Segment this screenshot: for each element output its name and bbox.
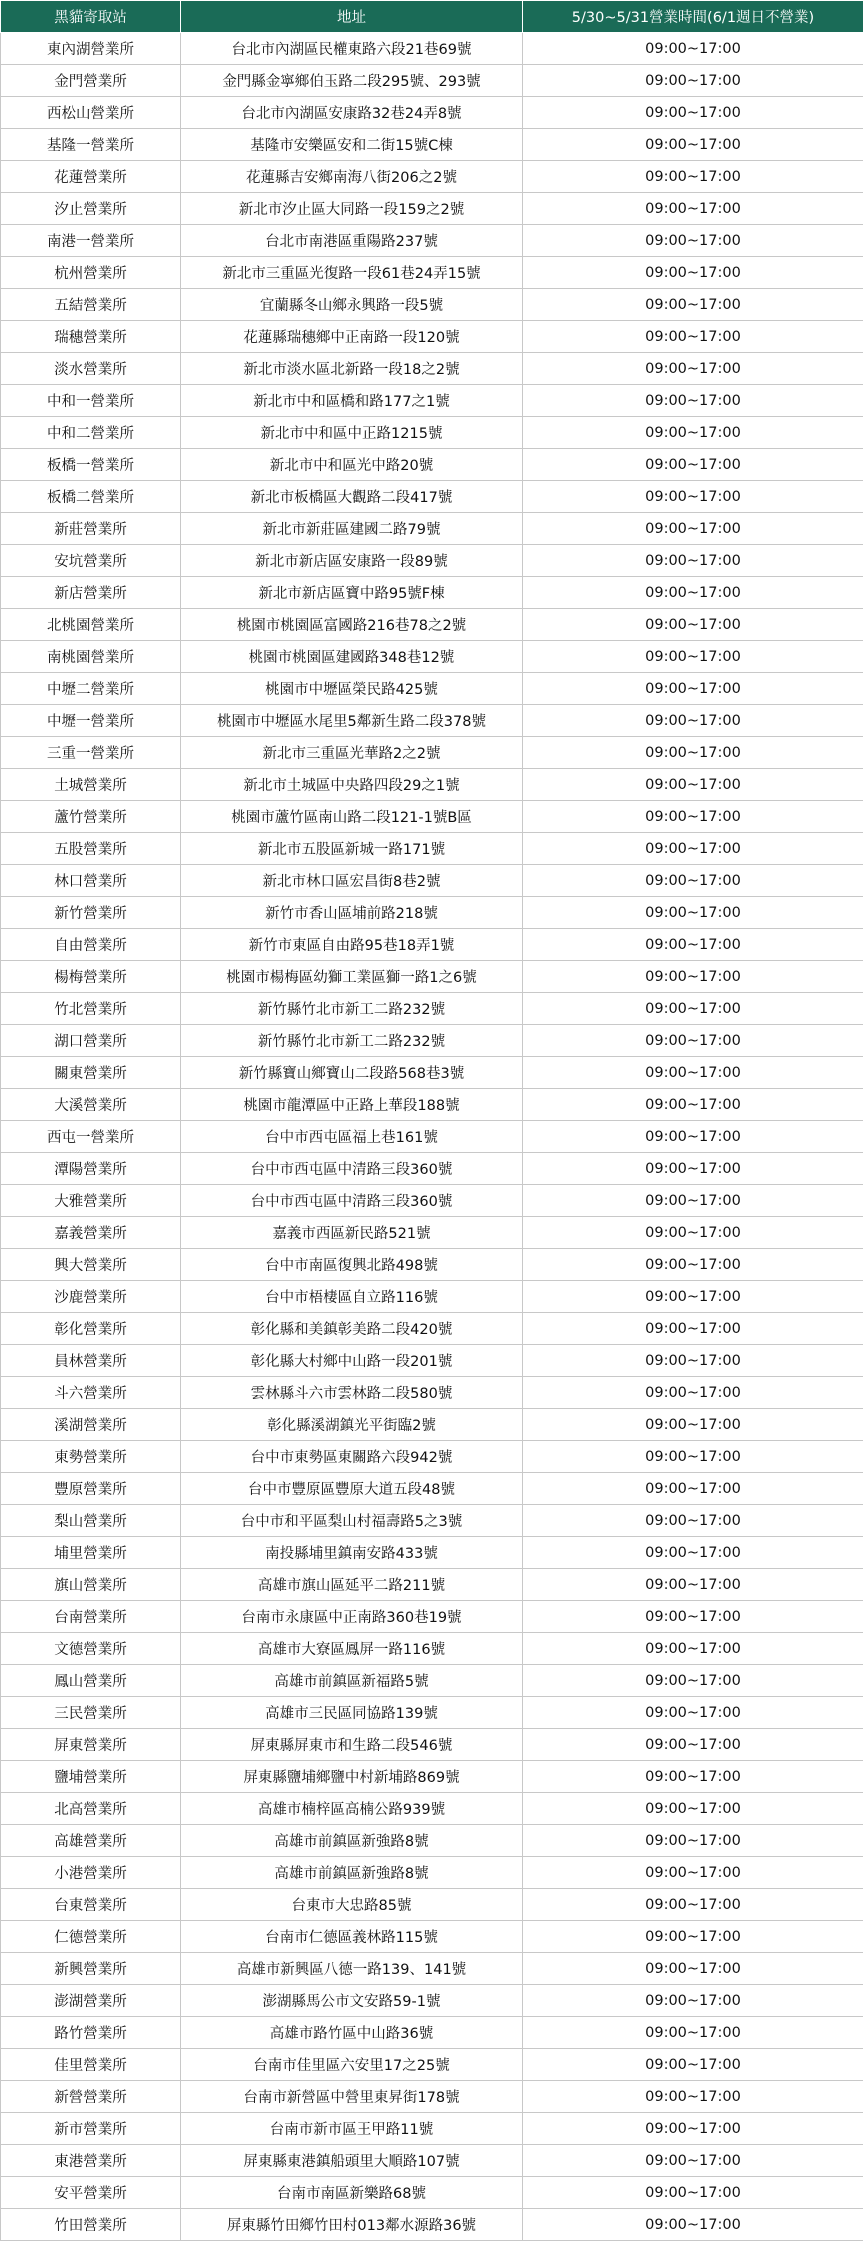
address-cell: 新北市林口區宏昌街8巷2號 bbox=[181, 865, 523, 897]
station-name-cell: 文德營業所 bbox=[1, 1633, 181, 1665]
table-row bbox=[1, 321, 863, 353]
address-cell: 彰化縣和美鎮彰美路二段420號 bbox=[181, 1313, 523, 1345]
address-cell: 金門縣金寧鄉伯玉路二段295號、293號 bbox=[181, 65, 523, 97]
station-name-cell: 關東營業所 bbox=[1, 1057, 181, 1089]
address-cell: 新北市五股區新城一路171號 bbox=[181, 833, 523, 865]
hours-cell: 09:00~17:00 bbox=[523, 1409, 863, 1441]
table-row bbox=[1, 129, 863, 161]
table-row bbox=[1, 705, 863, 737]
station-name-cell: 佳里營業所 bbox=[1, 2049, 181, 2081]
hours-cell: 09:00~17:00 bbox=[523, 1089, 863, 1121]
table-row bbox=[1, 769, 863, 801]
address-cell: 桃園市楊梅區幼獅工業區獅一路1之6號 bbox=[181, 961, 523, 993]
hours-cell: 09:00~17:00 bbox=[523, 2113, 863, 2145]
station-name-cell: 大溪營業所 bbox=[1, 1089, 181, 1121]
station-name-cell: 豐原營業所 bbox=[1, 1473, 181, 1505]
hours-cell: 09:00~17:00 bbox=[523, 705, 863, 737]
address-cell: 高雄市路竹區中山路36號 bbox=[181, 2017, 523, 2049]
table-row bbox=[1, 1153, 863, 1185]
address-cell: 台中市梧棲區自立路116號 bbox=[181, 1281, 523, 1313]
table-row bbox=[1, 2017, 863, 2049]
station-name-cell: 台南營業所 bbox=[1, 1601, 181, 1633]
table-row bbox=[1, 417, 863, 449]
hours-cell: 09:00~17:00 bbox=[523, 1057, 863, 1089]
hours-cell: 09:00~17:00 bbox=[523, 1761, 863, 1793]
table-row bbox=[1, 1985, 863, 2017]
hours-cell: 09:00~17:00 bbox=[523, 929, 863, 961]
table-row bbox=[1, 2081, 863, 2113]
header-address: 地址 bbox=[181, 1, 523, 33]
table-row bbox=[1, 1473, 863, 1505]
station-name-cell: 杭州營業所 bbox=[1, 257, 181, 289]
station-name-cell: 自由營業所 bbox=[1, 929, 181, 961]
hours-cell: 09:00~17:00 bbox=[523, 2017, 863, 2049]
address-cell: 嘉義市西區新民路521號 bbox=[181, 1217, 523, 1249]
address-cell: 新竹縣寶山鄉寶山二段路568巷3號 bbox=[181, 1057, 523, 1089]
table-row bbox=[1, 1537, 863, 1569]
table-row bbox=[1, 609, 863, 641]
hours-cell: 09:00~17:00 bbox=[523, 1537, 863, 1569]
address-cell: 高雄市旗山區延平二路211號 bbox=[181, 1569, 523, 1601]
table-row bbox=[1, 1729, 863, 1761]
address-cell: 台中市豐原區豐原大道五段48號 bbox=[181, 1473, 523, 1505]
station-name-cell: 五結營業所 bbox=[1, 289, 181, 321]
table-row bbox=[1, 1889, 863, 1921]
hours-cell: 09:00~17:00 bbox=[523, 1569, 863, 1601]
hours-cell: 09:00~17:00 bbox=[523, 481, 863, 513]
station-name-cell: 中和二營業所 bbox=[1, 417, 181, 449]
address-cell: 台中市西屯區福上巷161號 bbox=[181, 1121, 523, 1153]
station-name-cell: 林口營業所 bbox=[1, 865, 181, 897]
hours-cell: 09:00~17:00 bbox=[523, 865, 863, 897]
table-row bbox=[1, 1761, 863, 1793]
table-header bbox=[1, 1, 863, 33]
address-cell: 台北市南港區重陽路237號 bbox=[181, 225, 523, 257]
station-name-cell: 嘉義營業所 bbox=[1, 1217, 181, 1249]
station-name-cell: 板橋一營業所 bbox=[1, 449, 181, 481]
station-name-cell: 新市營業所 bbox=[1, 2113, 181, 2145]
station-name-cell: 花蓮營業所 bbox=[1, 161, 181, 193]
station-name-cell: 埔里營業所 bbox=[1, 1537, 181, 1569]
hours-cell: 09:00~17:00 bbox=[523, 417, 863, 449]
table-row bbox=[1, 481, 863, 513]
table-row bbox=[1, 801, 863, 833]
address-cell: 新竹市東區自由路95巷18弄1號 bbox=[181, 929, 523, 961]
station-name-cell: 東勢營業所 bbox=[1, 1441, 181, 1473]
address-cell: 台南市南區新樂路68號 bbox=[181, 2177, 523, 2209]
station-name-cell: 板橋二營業所 bbox=[1, 481, 181, 513]
address-cell: 彰化縣溪湖鎮光平街臨2號 bbox=[181, 1409, 523, 1441]
table-row bbox=[1, 897, 863, 929]
hours-cell: 09:00~17:00 bbox=[523, 1633, 863, 1665]
hours-cell: 09:00~17:00 bbox=[523, 737, 863, 769]
table-row bbox=[1, 1249, 863, 1281]
station-name-cell: 南港一營業所 bbox=[1, 225, 181, 257]
station-name-cell: 旗山營業所 bbox=[1, 1569, 181, 1601]
address-cell: 新竹市香山區埔前路218號 bbox=[181, 897, 523, 929]
table-row bbox=[1, 865, 863, 897]
station-name-cell: 溪湖營業所 bbox=[1, 1409, 181, 1441]
hours-cell: 09:00~17:00 bbox=[523, 1025, 863, 1057]
hours-cell: 09:00~17:00 bbox=[523, 641, 863, 673]
hours-cell: 09:00~17:00 bbox=[523, 1281, 863, 1313]
hours-cell: 09:00~17:00 bbox=[523, 129, 863, 161]
station-name-cell: 汐止營業所 bbox=[1, 193, 181, 225]
address-cell: 台東市大忠路85號 bbox=[181, 1889, 523, 1921]
station-name-cell: 竹田營業所 bbox=[1, 2209, 181, 2241]
hours-cell: 09:00~17:00 bbox=[523, 545, 863, 577]
hours-cell: 09:00~17:00 bbox=[523, 385, 863, 417]
station-name-cell: 仁德營業所 bbox=[1, 1921, 181, 1953]
table-row bbox=[1, 545, 863, 577]
station-name-cell: 楊梅營業所 bbox=[1, 961, 181, 993]
address-cell: 新北市三重區光華路2之2號 bbox=[181, 737, 523, 769]
address-cell: 桃園市龍潭區中正路上華段188號 bbox=[181, 1089, 523, 1121]
table-row bbox=[1, 1377, 863, 1409]
table-row bbox=[1, 65, 863, 97]
address-cell: 新北市汐止區大同路一段159之2號 bbox=[181, 193, 523, 225]
station-name-cell: 中壢二營業所 bbox=[1, 673, 181, 705]
hours-cell: 09:00~17:00 bbox=[523, 65, 863, 97]
station-name-cell: 小港營業所 bbox=[1, 1857, 181, 1889]
address-cell: 新北市土城區中央路四段29之1號 bbox=[181, 769, 523, 801]
address-cell: 宜蘭縣冬山鄉永興路一段5號 bbox=[181, 289, 523, 321]
address-cell: 新北市三重區光復路一段61巷24弄15號 bbox=[181, 257, 523, 289]
table-row bbox=[1, 1089, 863, 1121]
station-name-cell: 員林營業所 bbox=[1, 1345, 181, 1377]
address-cell: 花蓮縣吉安鄉南海八街206之2號 bbox=[181, 161, 523, 193]
table-row bbox=[1, 193, 863, 225]
hours-cell: 09:00~17:00 bbox=[523, 449, 863, 481]
station-name-cell: 淡水營業所 bbox=[1, 353, 181, 385]
table-row bbox=[1, 1025, 863, 1057]
table-row bbox=[1, 1345, 863, 1377]
hours-cell: 09:00~17:00 bbox=[523, 1377, 863, 1409]
station-name-cell: 北桃園營業所 bbox=[1, 609, 181, 641]
address-cell: 桃園市中壢區榮民路425號 bbox=[181, 673, 523, 705]
address-cell: 台中市西屯區中清路三段360號 bbox=[181, 1153, 523, 1185]
address-cell: 台南市新營區中營里東昇街178號 bbox=[181, 2081, 523, 2113]
station-name-cell: 三民營業所 bbox=[1, 1697, 181, 1729]
table-row bbox=[1, 1697, 863, 1729]
station-name-cell: 沙鹿營業所 bbox=[1, 1281, 181, 1313]
hours-cell: 09:00~17:00 bbox=[523, 1217, 863, 1249]
hours-cell: 09:00~17:00 bbox=[523, 833, 863, 865]
table-row bbox=[1, 577, 863, 609]
table-row bbox=[1, 737, 863, 769]
station-name-cell: 潭陽營業所 bbox=[1, 1153, 181, 1185]
address-cell: 新北市板橋區大觀路二段417號 bbox=[181, 481, 523, 513]
header-hours: 5/30~5/31營業時間(6/1週日不營業) bbox=[523, 1, 863, 33]
table-row bbox=[1, 1569, 863, 1601]
station-name-cell: 蘆竹營業所 bbox=[1, 801, 181, 833]
station-name-cell: 高雄營業所 bbox=[1, 1825, 181, 1857]
station-name-cell: 新店營業所 bbox=[1, 577, 181, 609]
address-cell: 高雄市楠梓區高楠公路939號 bbox=[181, 1793, 523, 1825]
table-row bbox=[1, 2113, 863, 2145]
address-cell: 高雄市前鎮區新強路8號 bbox=[181, 1825, 523, 1857]
table-row bbox=[1, 225, 863, 257]
hours-cell: 09:00~17:00 bbox=[523, 2081, 863, 2113]
address-cell: 高雄市前鎮區新福路5號 bbox=[181, 1665, 523, 1697]
station-name-cell: 土城營業所 bbox=[1, 769, 181, 801]
address-cell: 新北市中和區橋和路177之1號 bbox=[181, 385, 523, 417]
station-name-cell: 金門營業所 bbox=[1, 65, 181, 97]
hours-cell: 09:00~17:00 bbox=[523, 1857, 863, 1889]
hours-cell: 09:00~17:00 bbox=[523, 1313, 863, 1345]
hours-cell: 09:00~17:00 bbox=[523, 1249, 863, 1281]
station-name-cell: 基隆一營業所 bbox=[1, 129, 181, 161]
station-name-cell: 西屯一營業所 bbox=[1, 1121, 181, 1153]
address-cell: 桃園市桃園區富國路216巷78之2號 bbox=[181, 609, 523, 641]
address-cell: 新北市新莊區建國二路79號 bbox=[181, 513, 523, 545]
hours-cell: 09:00~17:00 bbox=[523, 1185, 863, 1217]
table-row bbox=[1, 2049, 863, 2081]
table-row bbox=[1, 161, 863, 193]
table-row bbox=[1, 513, 863, 545]
address-cell: 彰化縣大村鄉中山路一段201號 bbox=[181, 1345, 523, 1377]
address-cell: 屏東縣東港鎮船頭里大順路107號 bbox=[181, 2145, 523, 2177]
hours-cell: 09:00~17:00 bbox=[523, 1601, 863, 1633]
table-row bbox=[1, 1185, 863, 1217]
hours-cell: 09:00~17:00 bbox=[523, 2049, 863, 2081]
hours-cell: 09:00~17:00 bbox=[523, 801, 863, 833]
hours-cell: 09:00~17:00 bbox=[523, 2209, 863, 2241]
station-name-cell: 斗六營業所 bbox=[1, 1377, 181, 1409]
station-name-cell: 台東營業所 bbox=[1, 1889, 181, 1921]
station-name-cell: 西松山營業所 bbox=[1, 97, 181, 129]
hours-cell: 09:00~17:00 bbox=[523, 1473, 863, 1505]
table-row bbox=[1, 833, 863, 865]
table-row bbox=[1, 929, 863, 961]
hours-cell: 09:00~17:00 bbox=[523, 577, 863, 609]
address-cell: 高雄市新興區八德一路139、141號 bbox=[181, 1953, 523, 1985]
table-row bbox=[1, 1825, 863, 1857]
address-cell: 高雄市前鎮區新強路8號 bbox=[181, 1857, 523, 1889]
table-row bbox=[1, 33, 863, 65]
address-cell: 台中市南區復興北路498號 bbox=[181, 1249, 523, 1281]
address-cell: 高雄市大寮區鳳屏一路116號 bbox=[181, 1633, 523, 1665]
hours-cell: 09:00~17:00 bbox=[523, 321, 863, 353]
table-row bbox=[1, 353, 863, 385]
address-cell: 雲林縣斗六市雲林路二段580號 bbox=[181, 1377, 523, 1409]
table-row bbox=[1, 1409, 863, 1441]
address-cell: 新竹縣竹北市新工二路232號 bbox=[181, 1025, 523, 1057]
address-cell: 台南市仁德區義林路115號 bbox=[181, 1921, 523, 1953]
station-name-cell: 鹽埔營業所 bbox=[1, 1761, 181, 1793]
table-row bbox=[1, 1441, 863, 1473]
station-name-cell: 彰化營業所 bbox=[1, 1313, 181, 1345]
hours-cell: 09:00~17:00 bbox=[523, 609, 863, 641]
station-name-cell: 東港營業所 bbox=[1, 2145, 181, 2177]
hours-cell: 09:00~17:00 bbox=[523, 289, 863, 321]
address-cell: 台中市和平區梨山村福壽路5之3號 bbox=[181, 1505, 523, 1537]
hours-cell: 09:00~17:00 bbox=[523, 897, 863, 929]
address-cell: 花蓮縣瑞穗鄉中正南路一段120號 bbox=[181, 321, 523, 353]
hours-cell: 09:00~17:00 bbox=[523, 1985, 863, 2017]
hours-cell: 09:00~17:00 bbox=[523, 1345, 863, 1377]
table-row bbox=[1, 1953, 863, 1985]
hours-cell: 09:00~17:00 bbox=[523, 1153, 863, 1185]
hours-cell: 09:00~17:00 bbox=[523, 1793, 863, 1825]
hours-cell: 09:00~17:00 bbox=[523, 225, 863, 257]
table-body bbox=[1, 33, 863, 2241]
address-cell: 新北市淡水區北新路一段18之2號 bbox=[181, 353, 523, 385]
address-cell: 桃園市中壢區水尾里5鄰新生路二段378號 bbox=[181, 705, 523, 737]
address-cell: 屏東縣屏東市和生路二段546號 bbox=[181, 1729, 523, 1761]
address-cell: 屏東縣鹽埔鄉鹽中村新埔路869號 bbox=[181, 1761, 523, 1793]
hours-cell: 09:00~17:00 bbox=[523, 257, 863, 289]
address-cell: 高雄市三民區同協路139號 bbox=[181, 1697, 523, 1729]
address-cell: 澎湖縣馬公市文安路59-1號 bbox=[181, 1985, 523, 2017]
hours-cell: 09:00~17:00 bbox=[523, 161, 863, 193]
address-cell: 屏東縣竹田鄉竹田村013鄰水源路36號 bbox=[181, 2209, 523, 2241]
table-row bbox=[1, 289, 863, 321]
hours-cell: 09:00~17:00 bbox=[523, 1889, 863, 1921]
hours-cell: 09:00~17:00 bbox=[523, 2145, 863, 2177]
table-row bbox=[1, 1665, 863, 1697]
station-name-cell: 北高營業所 bbox=[1, 1793, 181, 1825]
table-row bbox=[1, 1633, 863, 1665]
station-name-cell: 梨山營業所 bbox=[1, 1505, 181, 1537]
hours-cell: 09:00~17:00 bbox=[523, 193, 863, 225]
table-row bbox=[1, 641, 863, 673]
station-name-cell: 竹北營業所 bbox=[1, 993, 181, 1025]
address-cell: 新北市中和區中正路1215號 bbox=[181, 417, 523, 449]
station-name-cell: 中壢一營業所 bbox=[1, 705, 181, 737]
station-name-cell: 安平營業所 bbox=[1, 2177, 181, 2209]
table-row bbox=[1, 449, 863, 481]
table-row bbox=[1, 1601, 863, 1633]
hours-cell: 09:00~17:00 bbox=[523, 353, 863, 385]
hours-cell: 09:00~17:00 bbox=[523, 1121, 863, 1153]
hours-cell: 09:00~17:00 bbox=[523, 97, 863, 129]
hours-cell: 09:00~17:00 bbox=[523, 769, 863, 801]
address-cell: 台北市內湖區民權東路六段21巷69號 bbox=[181, 33, 523, 65]
hours-cell: 09:00~17:00 bbox=[523, 1505, 863, 1537]
address-cell: 台北市內湖區安康路32巷24弄8號 bbox=[181, 97, 523, 129]
table-row bbox=[1, 1793, 863, 1825]
address-cell: 台中市西屯區中清路三段360號 bbox=[181, 1185, 523, 1217]
address-cell: 新竹縣竹北市新工二路232號 bbox=[181, 993, 523, 1025]
hours-cell: 09:00~17:00 bbox=[523, 993, 863, 1025]
station-name-cell: 新竹營業所 bbox=[1, 897, 181, 929]
station-name-cell: 新莊營業所 bbox=[1, 513, 181, 545]
table-row bbox=[1, 1121, 863, 1153]
table-row bbox=[1, 1313, 863, 1345]
address-cell: 台南市永康區中正南路360巷19號 bbox=[181, 1601, 523, 1633]
station-name-cell: 新營營業所 bbox=[1, 2081, 181, 2113]
table-row bbox=[1, 1057, 863, 1089]
station-name-cell: 東內湖營業所 bbox=[1, 33, 181, 65]
table-row bbox=[1, 257, 863, 289]
table-row bbox=[1, 1921, 863, 1953]
hours-cell: 09:00~17:00 bbox=[523, 2177, 863, 2209]
address-cell: 台南市佳里區六安里17之25號 bbox=[181, 2049, 523, 2081]
hours-cell: 09:00~17:00 bbox=[523, 33, 863, 65]
station-name-cell: 安坑營業所 bbox=[1, 545, 181, 577]
address-cell: 南投縣埔里鎮南安路433號 bbox=[181, 1537, 523, 1569]
table-row bbox=[1, 1217, 863, 1249]
station-name-cell: 新興營業所 bbox=[1, 1953, 181, 1985]
header-row bbox=[1, 1, 863, 33]
address-cell: 基隆市安樂區安和二街15號C棟 bbox=[181, 129, 523, 161]
header-station: 黑貓寄取站 bbox=[1, 1, 181, 33]
address-cell: 新北市新店區寶中路95號F棟 bbox=[181, 577, 523, 609]
hours-cell: 09:00~17:00 bbox=[523, 1697, 863, 1729]
station-name-cell: 瑞穗營業所 bbox=[1, 321, 181, 353]
station-name-cell: 路竹營業所 bbox=[1, 2017, 181, 2049]
station-name-cell: 屏東營業所 bbox=[1, 1729, 181, 1761]
address-cell: 新北市中和區光中路20號 bbox=[181, 449, 523, 481]
station-name-cell: 三重一營業所 bbox=[1, 737, 181, 769]
station-name-cell: 中和一營業所 bbox=[1, 385, 181, 417]
address-cell: 新北市新店區安康路一段89號 bbox=[181, 545, 523, 577]
hours-cell: 09:00~17:00 bbox=[523, 1729, 863, 1761]
table-row bbox=[1, 1857, 863, 1889]
hours-cell: 09:00~17:00 bbox=[523, 673, 863, 705]
station-name-cell: 鳳山營業所 bbox=[1, 1665, 181, 1697]
table-row bbox=[1, 385, 863, 417]
hours-cell: 09:00~17:00 bbox=[523, 1665, 863, 1697]
table-row bbox=[1, 97, 863, 129]
table-row bbox=[1, 2209, 863, 2241]
table-row bbox=[1, 961, 863, 993]
hours-cell: 09:00~17:00 bbox=[523, 961, 863, 993]
hours-cell: 09:00~17:00 bbox=[523, 1921, 863, 1953]
station-name-cell: 澎湖營業所 bbox=[1, 1985, 181, 2017]
station-name-cell: 湖口營業所 bbox=[1, 1025, 181, 1057]
station-name-cell: 大雅營業所 bbox=[1, 1185, 181, 1217]
station-name-cell: 興大營業所 bbox=[1, 1249, 181, 1281]
table-row bbox=[1, 1505, 863, 1537]
table-row bbox=[1, 2177, 863, 2209]
address-cell: 台南市新市區王甲路11號 bbox=[181, 2113, 523, 2145]
hours-cell: 09:00~17:00 bbox=[523, 1825, 863, 1857]
hours-cell: 09:00~17:00 bbox=[523, 1441, 863, 1473]
address-cell: 桃園市桃園區建國路348巷12號 bbox=[181, 641, 523, 673]
table-row bbox=[1, 2145, 863, 2177]
station-name-cell: 南桃園營業所 bbox=[1, 641, 181, 673]
table-row bbox=[1, 673, 863, 705]
station-name-cell: 五股營業所 bbox=[1, 833, 181, 865]
hours-cell: 09:00~17:00 bbox=[523, 1953, 863, 1985]
address-cell: 桃園市蘆竹區南山路二段121-1號B區 bbox=[181, 801, 523, 833]
hours-cell: 09:00~17:00 bbox=[523, 513, 863, 545]
address-cell: 台中市東勢區東關路六段942號 bbox=[181, 1441, 523, 1473]
table-row bbox=[1, 1281, 863, 1313]
table-row bbox=[1, 993, 863, 1025]
